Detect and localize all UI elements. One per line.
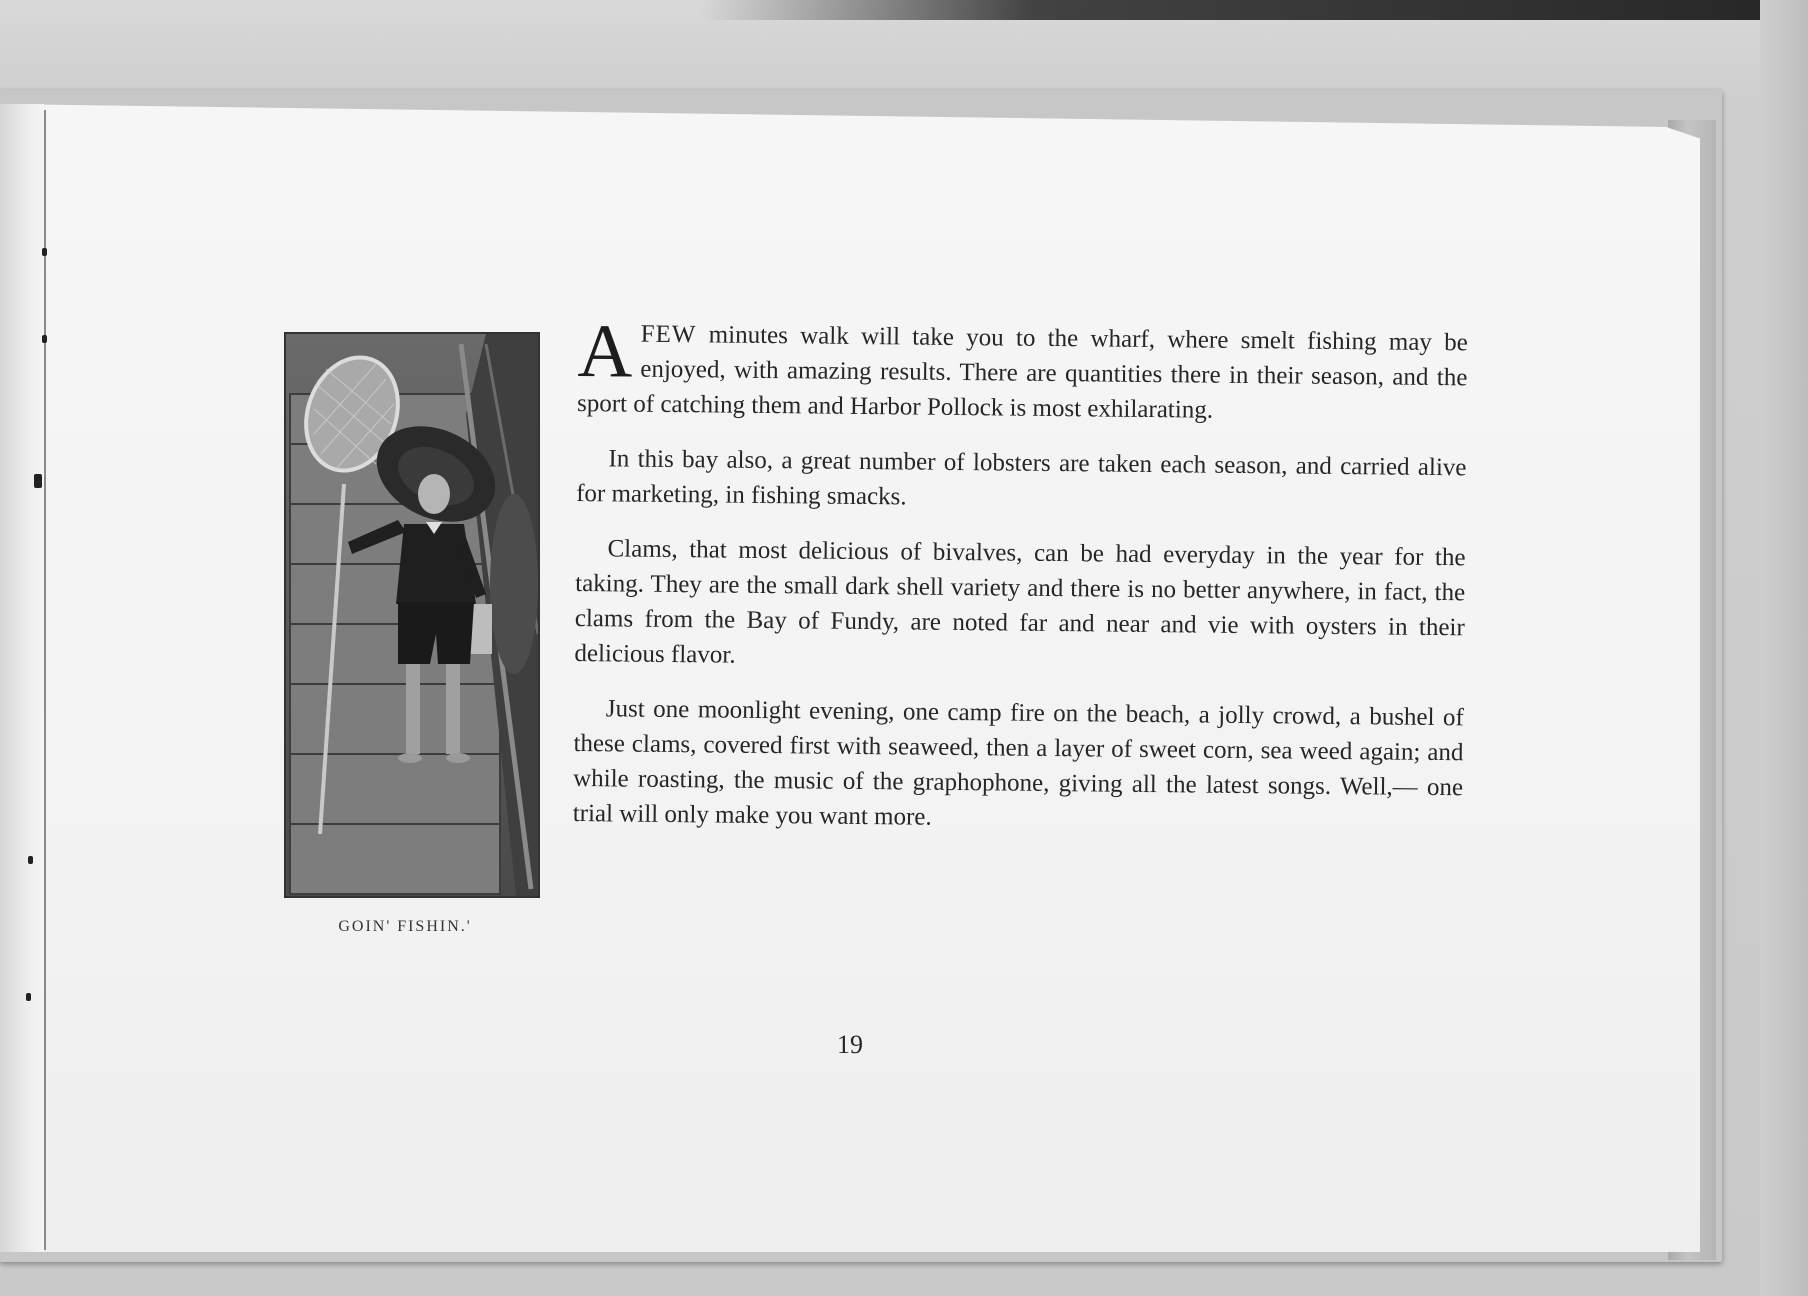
binding-mark bbox=[42, 335, 47, 343]
photo-boy-with-fishing-net bbox=[284, 332, 540, 898]
scan-edge-top bbox=[700, 0, 1808, 20]
page-number: 19 bbox=[837, 1030, 863, 1059]
photo-caption: GOIN' FISHIN.' bbox=[338, 918, 472, 935]
paragraph: In this bay also, a great number of lobsters are taken each season, and carried alive for marketing, in fishing smacks. bbox=[575, 445, 1467, 511]
binding-mark bbox=[28, 856, 33, 864]
drop-cap: A bbox=[577, 309, 633, 394]
scan-edge-right bbox=[1760, 0, 1808, 1296]
page-gutter bbox=[0, 104, 44, 1252]
paragraph: Just one moonlight evening, one camp fire on the beach, a jolly crowd, a bushel of these clams, covered first with seaweed, then a layer of sweet corn, sea weed again; and while roasting, the music of the graphophone, giving all the latest songs. Well,— one trial will only make you want more. bbox=[572, 695, 1464, 831]
paragraph-text: minutes walk will take you to the wharf, where smelt fishing may be enjoyed, with amazing results. There are quantities there in their season, and the sport of catching them and Harbor Pollock is most exhilarating. bbox=[576, 321, 1468, 424]
body-text bbox=[572, 309, 1468, 860]
lead-word: FEW bbox=[640, 320, 697, 349]
binding-mark bbox=[42, 248, 47, 256]
photo-illustration-icon bbox=[286, 334, 538, 896]
paragraph bbox=[576, 309, 1468, 430]
binding-mark bbox=[34, 474, 42, 488]
gutter-line bbox=[44, 110, 46, 1250]
paragraph: Clams, that most delicious of bivalves, can be had everyday in the year for the taking. They are the small dark shell variety and there is no better anywhere, in fact, the clams from the Bay of Fundy, are noted far and near and vie with oysters in their delicious flavor. bbox=[574, 535, 1466, 669]
binding-mark bbox=[26, 993, 31, 1001]
